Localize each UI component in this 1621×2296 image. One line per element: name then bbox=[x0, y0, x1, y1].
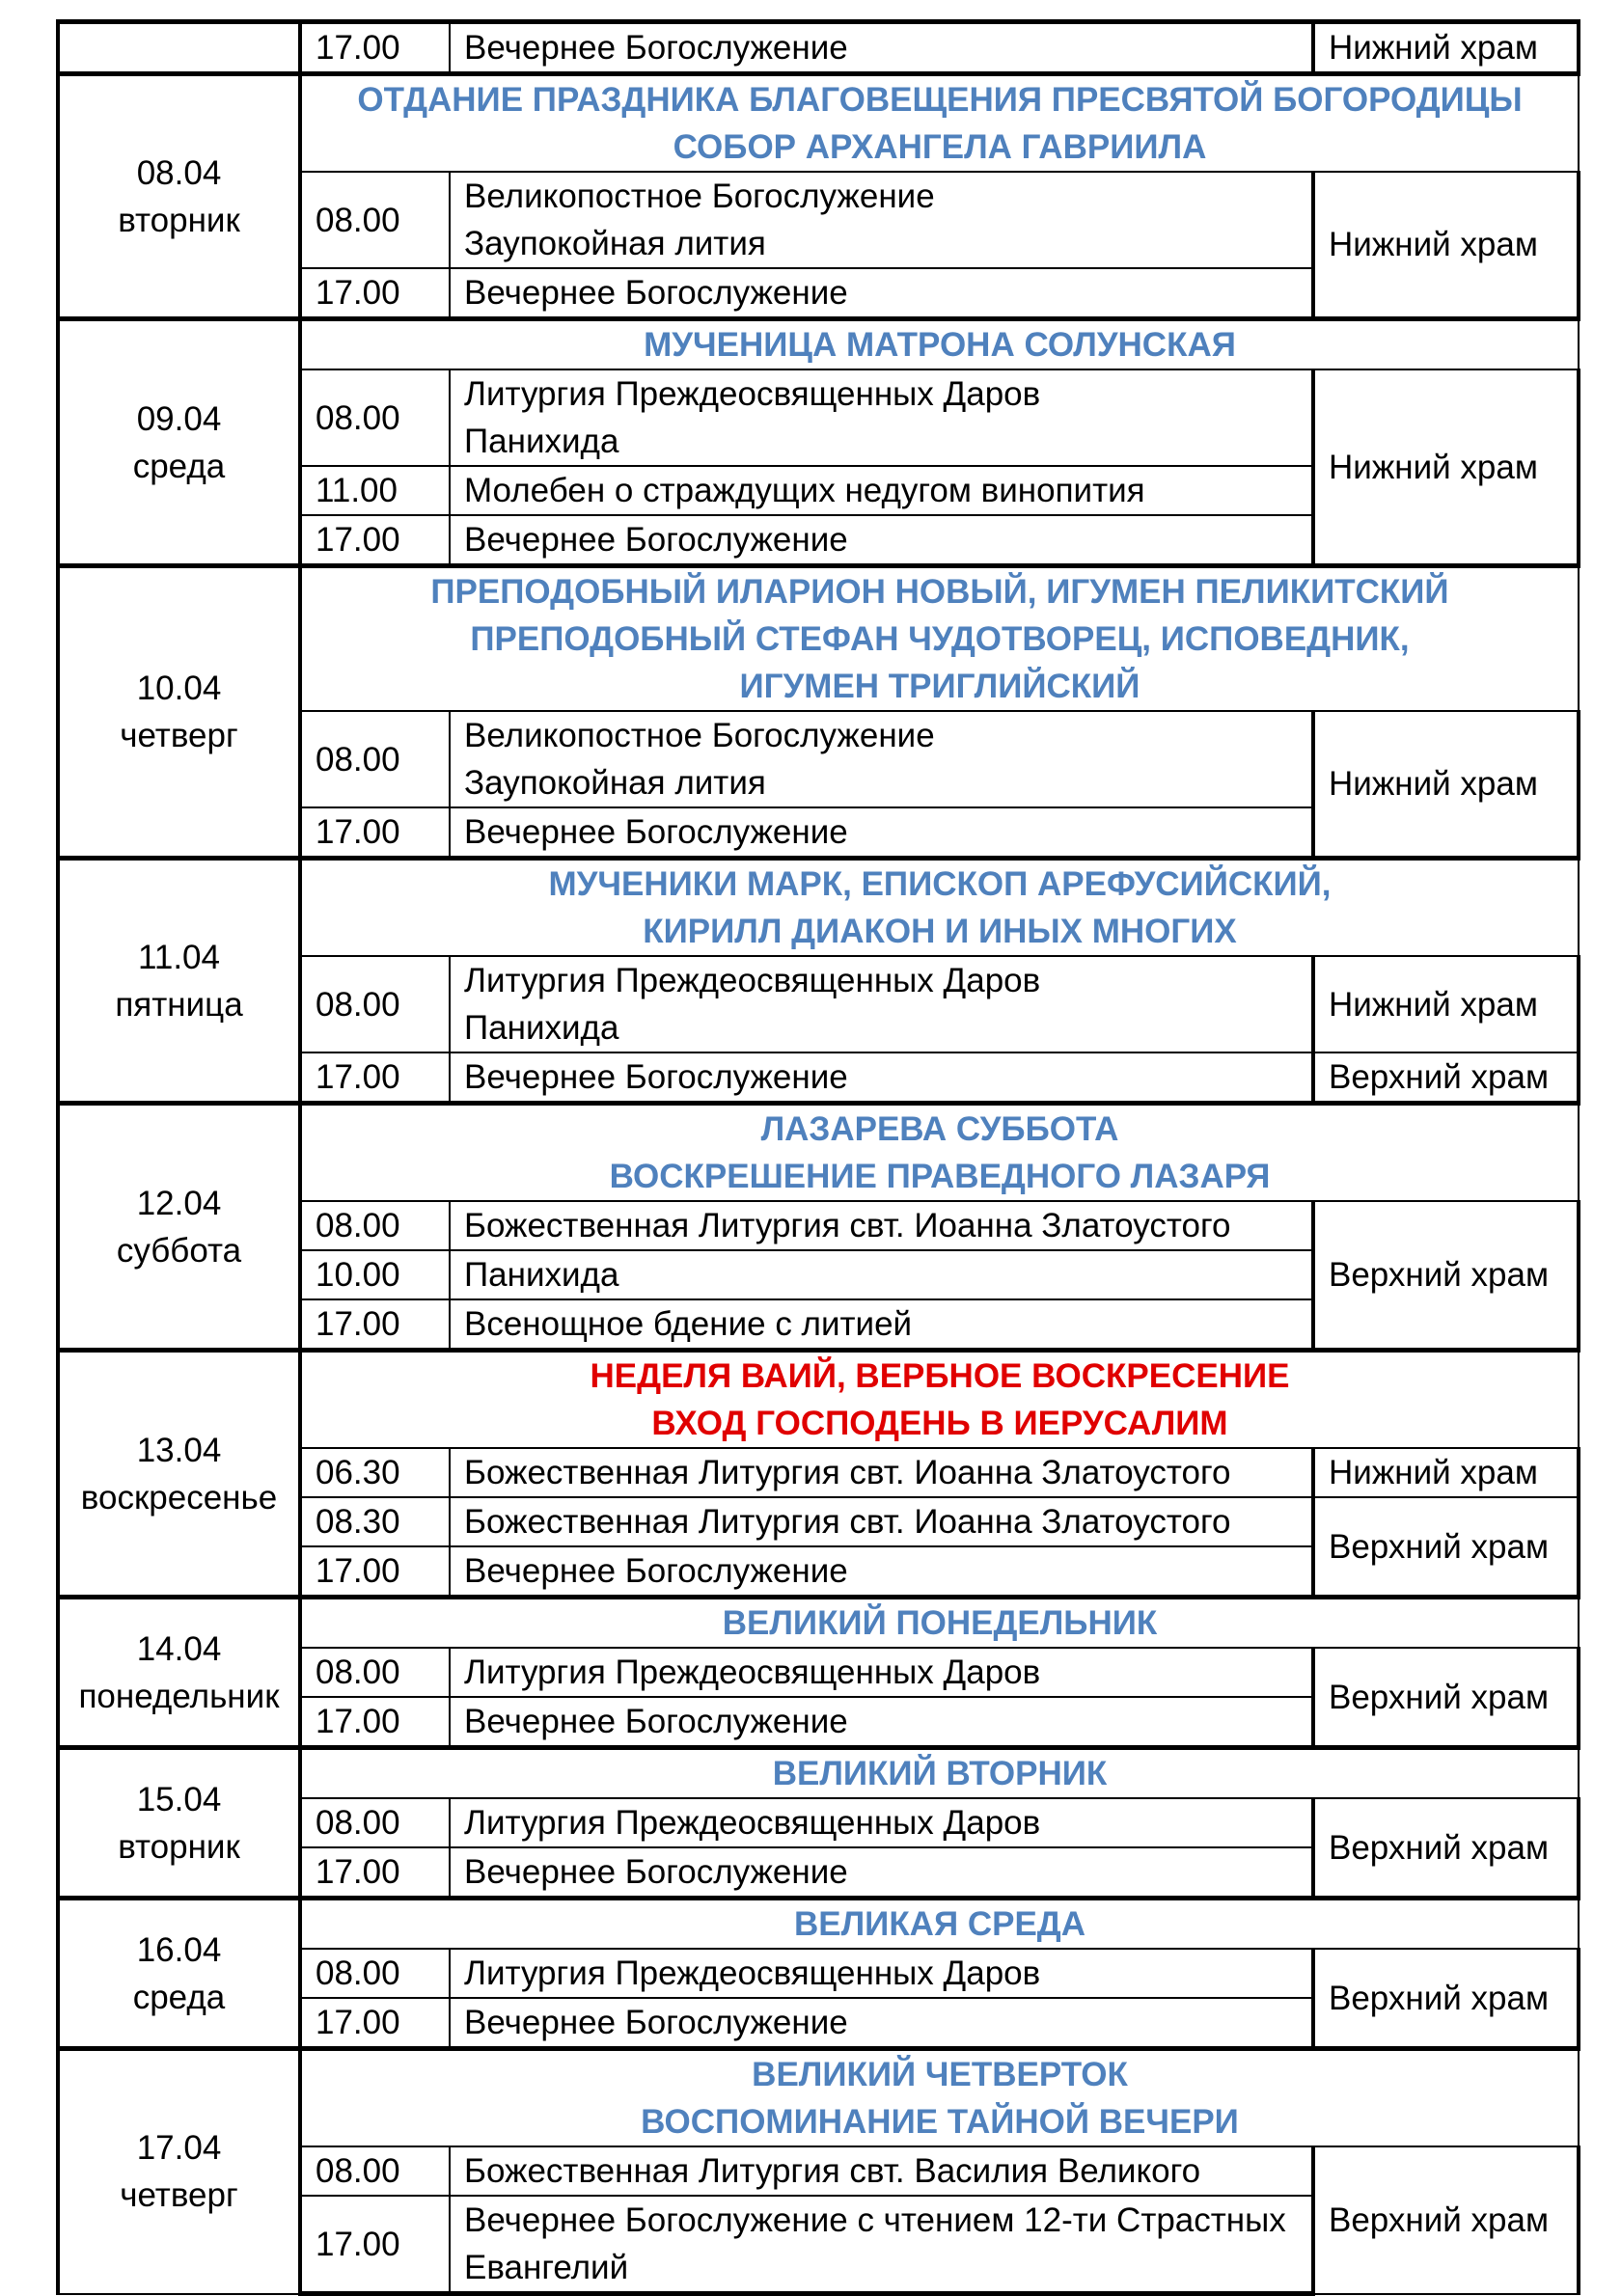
service-name bbox=[450, 1546, 1313, 1598]
feast-line: ВОСПОМИНАНИЕ ТАЙНОЙ ВЕЧЕРИ bbox=[641, 2103, 1239, 2141]
service-line: Литургия Преждеосвященных Даров bbox=[464, 375, 1041, 413]
day-date: 14.04 bbox=[136, 1629, 222, 1668]
feast-line: НЕДЕЛЯ ВАИЙ, ВЕРБНОЕ ВОСКРЕСЕНИЕ bbox=[590, 1357, 1290, 1395]
feast-line: ИГУМЕН ТРИГЛИЙСКИЙ bbox=[739, 668, 1140, 705]
feast-row bbox=[58, 1104, 1579, 1202]
service-name bbox=[450, 1697, 1313, 1748]
service-line: Панихида bbox=[464, 1256, 619, 1294]
service-name bbox=[450, 22, 1313, 74]
service-line: Литургия Преждеосвященных Даров bbox=[464, 1804, 1041, 1842]
feast-row bbox=[58, 1899, 1579, 1950]
service-line: Великопостное Богослужение bbox=[464, 178, 935, 215]
service-place: Верхний храм bbox=[1313, 1798, 1579, 1899]
feast-line: ВЕЛИКАЯ СРЕДА bbox=[793, 1905, 1086, 1943]
feast-line: ОТДАНИЕ ПРАЗДНИКА БЛАГОВЕЩЕНИЯ ПРЕСВЯТОЙ БОГОРОДИЦЫ bbox=[357, 81, 1523, 119]
day-cell bbox=[58, 1598, 300, 1748]
schedule-table bbox=[56, 19, 1580, 2296]
feast-row bbox=[58, 1748, 1579, 1799]
service-line: Вечернее Богослужение с чтением 12-ти Страстных bbox=[464, 2201, 1286, 2239]
day-weekday: вторник bbox=[118, 201, 240, 239]
day-cell bbox=[58, 1351, 300, 1598]
service-place: Верхний храм bbox=[1313, 1201, 1579, 1351]
feast-row bbox=[58, 2049, 1579, 2147]
service-time: 17.00 bbox=[300, 1299, 450, 1351]
service-line: Божественная Литургия свт. Иоанна Златоустого bbox=[464, 1454, 1231, 1491]
day-date: 09.04 bbox=[136, 399, 222, 438]
service-name bbox=[450, 1847, 1313, 1899]
service-line: Вечернее Богослужение bbox=[464, 1552, 848, 1590]
feast-line: ВХОД ГОСПОДЕНЬ В ИЕРУСАЛИМ bbox=[651, 1405, 1228, 1442]
service-time: 17.00 bbox=[300, 515, 450, 566]
service-place: Нижний храм bbox=[1313, 369, 1579, 566]
day-weekday: понедельник bbox=[78, 1677, 280, 1715]
feast-row bbox=[58, 1351, 1579, 1449]
feast-row bbox=[58, 74, 1579, 173]
service-name bbox=[450, 1448, 1313, 1497]
service-time: 17.00 bbox=[300, 807, 450, 859]
service-name bbox=[450, 1949, 1313, 1998]
service-line: Вечернее Богослужение bbox=[464, 29, 848, 67]
service-name bbox=[450, 515, 1313, 566]
feast-line: ВЕЛИКИЙ ВТОРНИК bbox=[772, 1755, 1108, 1792]
service-place: Верхний храм bbox=[1313, 2146, 1579, 2294]
service-name bbox=[450, 711, 1313, 807]
service-time: 08.00 bbox=[300, 369, 450, 466]
feast-row bbox=[58, 566, 1579, 712]
service-line: Панихида bbox=[464, 423, 619, 460]
service-line: Панихида bbox=[464, 1009, 619, 1047]
schedule-sheet bbox=[56, 19, 1577, 2296]
day-cell bbox=[58, 2049, 300, 2294]
day-cell bbox=[58, 859, 300, 1104]
feast-line: КИРИЛЛ ДИАКОН И ИНЫХ МНОГИХ bbox=[643, 913, 1237, 950]
feast-row bbox=[58, 1598, 1579, 1649]
day-weekday: четверг bbox=[120, 2176, 238, 2215]
feast-row bbox=[58, 319, 1579, 370]
day-weekday: воскресенье bbox=[80, 1478, 278, 1517]
service-name bbox=[450, 1299, 1313, 1351]
service-line: Литургия Преждеосвященных Даров bbox=[464, 1654, 1041, 1691]
service-name bbox=[450, 466, 1313, 515]
service-time: 17.00 bbox=[300, 1052, 450, 1104]
day-cell bbox=[58, 74, 300, 319]
service-time: 08.00 bbox=[300, 172, 450, 268]
service-time: 17.00 bbox=[300, 1546, 450, 1598]
service-time: 08.00 bbox=[300, 2146, 450, 2196]
service-name bbox=[450, 2146, 1313, 2196]
day-cell bbox=[58, 1104, 300, 1351]
service-time: 08.00 bbox=[300, 1798, 450, 1847]
day-weekday: среда bbox=[132, 1978, 226, 2016]
service-time: 17.00 bbox=[300, 2196, 450, 2294]
service-time: 08.00 bbox=[300, 1201, 450, 1250]
service-line: Вечернее Богослужение bbox=[464, 521, 848, 559]
service-time: 17.00 bbox=[300, 268, 450, 319]
day-weekday: суббота bbox=[116, 1231, 242, 1270]
service-place: Нижний храм bbox=[1313, 711, 1579, 859]
feast-title bbox=[300, 1351, 1579, 1449]
feast-title bbox=[300, 319, 1579, 370]
feast-line: МУЧЕНИКИ МАРК, ЕПИСКОП АРЕФУСИЙСКИЙ, bbox=[548, 865, 1332, 903]
service-time: 08.00 bbox=[300, 956, 450, 1052]
feast-title bbox=[300, 859, 1579, 957]
service-line: Вечернее Богослужение bbox=[464, 2004, 848, 2041]
day-date: 10.04 bbox=[136, 670, 222, 707]
feast-title bbox=[300, 1748, 1579, 1799]
service-name bbox=[450, 1648, 1313, 1697]
service-line: Литургия Преждеосвященных Даров bbox=[464, 962, 1041, 999]
service-time: 08.00 bbox=[300, 1648, 450, 1697]
feast-title bbox=[300, 1899, 1579, 1950]
service-time: 08.30 bbox=[300, 1497, 450, 1546]
service-line: Заупокойная лития bbox=[464, 225, 766, 262]
service-time: 08.00 bbox=[300, 1949, 450, 1998]
feast-title bbox=[300, 74, 1579, 173]
schedule-body bbox=[58, 22, 1579, 2294]
service-line: Заупокойная лития bbox=[464, 764, 766, 802]
feast-line: ВЕЛИКИЙ ЧЕТВЕРТОК bbox=[752, 2056, 1128, 2093]
service-line: Вечернее Богослужение bbox=[464, 1703, 848, 1740]
service-line: Вечернее Богослужение bbox=[464, 1853, 848, 1891]
service-name bbox=[450, 172, 1313, 268]
service-line: Евангелий bbox=[464, 2249, 629, 2286]
feast-title bbox=[300, 1598, 1579, 1649]
day-cell bbox=[58, 1748, 300, 1899]
service-name bbox=[450, 956, 1313, 1052]
service-name bbox=[450, 1798, 1313, 1847]
service-place: Верхний храм bbox=[1313, 1497, 1579, 1598]
feast-title bbox=[300, 1104, 1579, 1202]
feast-line: СОБОР АРХАНГЕЛА ГАВРИИЛА bbox=[673, 128, 1207, 166]
service-name bbox=[450, 1250, 1313, 1299]
service-place: Верхний храм bbox=[1313, 1648, 1579, 1748]
service-line: Всенощное бдение с литией bbox=[464, 1305, 913, 1343]
service-time: 17.00 bbox=[300, 1998, 450, 2049]
service-name bbox=[450, 807, 1313, 859]
service-line: Вечернее Богослужение bbox=[464, 813, 848, 851]
day-date: 08.04 bbox=[136, 153, 222, 192]
service-name bbox=[450, 1052, 1313, 1104]
day-cell bbox=[58, 22, 300, 74]
service-name bbox=[450, 268, 1313, 319]
day-cell bbox=[58, 1899, 300, 2049]
service-name bbox=[450, 1497, 1313, 1546]
day-date: 11.04 bbox=[138, 938, 220, 976]
service-place: Нижний храм bbox=[1313, 172, 1579, 319]
service-row bbox=[58, 22, 1579, 74]
service-line: Вечернее Богослужение bbox=[464, 1058, 848, 1096]
day-date: 13.04 bbox=[136, 1431, 222, 1469]
service-line: Божественная Литургия свт. Иоанна Златоустого bbox=[464, 1503, 1231, 1541]
service-name bbox=[450, 1998, 1313, 2049]
feast-line: МУЧЕНИЦА МАТРОНА СОЛУНСКАЯ bbox=[644, 326, 1236, 364]
service-place: Нижний храм bbox=[1313, 956, 1579, 1052]
service-name bbox=[450, 2196, 1313, 2294]
day-weekday: вторник bbox=[118, 1827, 240, 1866]
day-date: 16.04 bbox=[136, 1930, 222, 1969]
day-weekday: среда bbox=[132, 447, 226, 485]
service-line: Великопостное Богослужение bbox=[464, 717, 935, 754]
service-time: 10.00 bbox=[300, 1250, 450, 1299]
service-name bbox=[450, 1201, 1313, 1250]
service-line: Литургия Преждеосвященных Даров bbox=[464, 1954, 1041, 1992]
day-weekday: пятница bbox=[115, 985, 243, 1024]
service-line: Божественная Литургия свт. Василия Великого bbox=[464, 2152, 1201, 2190]
feast-title bbox=[300, 2049, 1579, 2147]
service-line: Вечернее Богослужение bbox=[464, 274, 848, 312]
service-line: Божественная Литургия свт. Иоанна Златоустого bbox=[464, 1207, 1231, 1244]
feast-title bbox=[300, 566, 1579, 712]
service-place: Верхний храм bbox=[1313, 1949, 1579, 2049]
service-line: Молебен о страждущих недугом винопития bbox=[464, 472, 1145, 509]
service-time: 17.00 bbox=[300, 1847, 450, 1899]
service-name bbox=[450, 369, 1313, 466]
feast-row bbox=[58, 859, 1579, 957]
service-time: 17.00 bbox=[300, 22, 450, 74]
service-time: 06.30 bbox=[300, 1448, 450, 1497]
day-weekday: четверг bbox=[120, 717, 238, 754]
feast-line: ЛАЗАРЕВА СУББОТА bbox=[760, 1110, 1119, 1148]
day-cell bbox=[58, 566, 300, 859]
service-place: Верхний храм bbox=[1313, 1052, 1579, 1104]
service-time: 17.00 bbox=[300, 1697, 450, 1748]
service-time: 08.00 bbox=[300, 711, 450, 807]
feast-line: ВОСКРЕШЕНИЕ ПРАВЕДНОГО ЛАЗАРЯ bbox=[609, 1158, 1271, 1195]
day-cell bbox=[58, 319, 300, 566]
day-date: 12.04 bbox=[136, 1184, 222, 1222]
service-time: 11.00 bbox=[300, 466, 450, 515]
service-place: Нижний храм bbox=[1313, 22, 1579, 74]
feast-line: ПРЕПОДОБНЫЙ СТЕФАН ЧУДОТВОРЕЦ, ИСПОВЕДНИК, bbox=[470, 620, 1410, 658]
day-date: 17.04 bbox=[136, 2129, 222, 2168]
feast-line: ПРЕПОДОБНЫЙ ИЛАРИОН НОВЫЙ, ИГУМЕН ПЕЛИКИТСКИЙ bbox=[430, 573, 1449, 611]
day-date: 15.04 bbox=[136, 1780, 222, 1818]
feast-line: ВЕЛИКИЙ ПОНЕДЕЛЬНИК bbox=[722, 1604, 1158, 1642]
service-place: Нижний храм bbox=[1313, 1448, 1579, 1497]
